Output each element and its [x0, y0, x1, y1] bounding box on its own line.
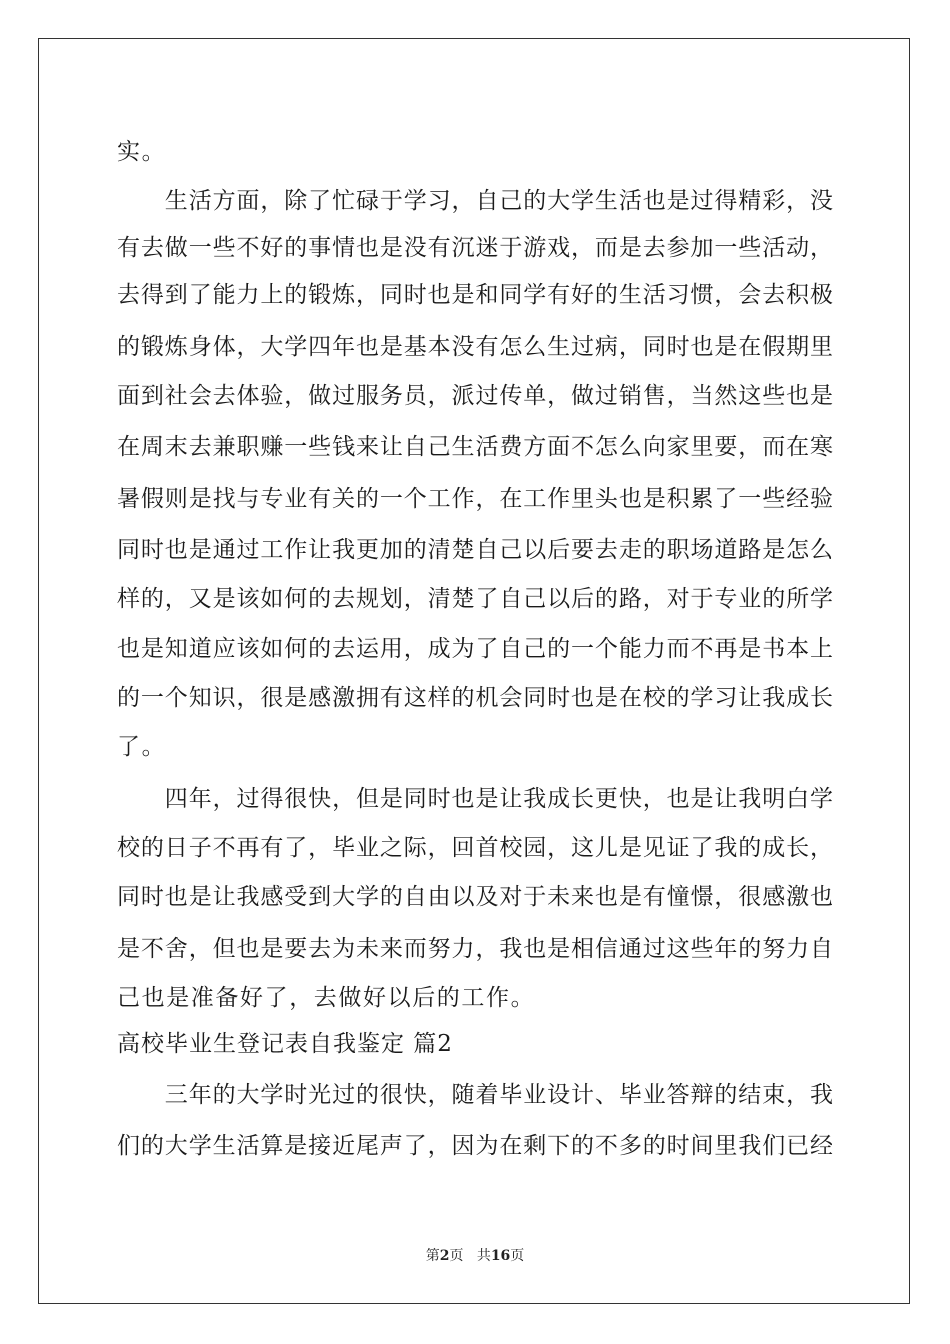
page-label-suffix: 页 — [449, 1248, 464, 1264]
text-line: 四年，过得很快，但是同时也是让我成长更快，也是让我明白学 — [117, 786, 833, 812]
text-line: 了。 — [117, 734, 167, 760]
text-line: 们的大学生活算是接近尾声了，因为在剩下的不多的时间里我们已经 — [117, 1133, 833, 1159]
total-label-prefix: 共 — [476, 1248, 491, 1264]
text-line: 去得到了能力上的锻炼，同时也是和同学有好的生活习惯，会去积极 — [117, 282, 833, 308]
page-frame — [38, 38, 910, 1304]
page-footer — [0, 1246, 950, 1266]
text-line: 的一个知识，很是感激拥有这样的机会同时也是在校的学习让我成长 — [117, 685, 833, 711]
page-label-prefix: 第 — [425, 1248, 440, 1264]
text-line: 面到社会去体验，做过服务员，派过传单，做过销售，当然这些也是 — [117, 383, 833, 409]
page-number: 2 — [439, 1248, 450, 1264]
text-line: 己也是准备好了，去做好以后的工作。 — [117, 985, 536, 1011]
text-line: 是不舍，但也是要去为未来而努力，我也是相信通过这些年的努力自 — [117, 936, 833, 962]
text-line: 同时也是通过工作让我更加的清楚自己以后要去走的职场道路是怎么 — [117, 537, 833, 563]
text-line: 实。 — [117, 139, 167, 165]
section-heading: 高校毕业生登记表自我鉴定 篇2 — [117, 1031, 453, 1057]
text-line: 生活方面，除了忙碌于学习，自己的大学生活也是过得精彩，没 — [117, 188, 833, 214]
text-line: 暑假则是找与专业有关的一个工作，在工作里头也是积累了一些经验 — [117, 486, 833, 512]
text-line: 有去做一些不好的事情也是没有沉迷于游戏，而是去参加一些活动， — [117, 235, 833, 261]
text-line: 也是知道应该如何的去运用，成为了自己的一个能力而不再是书本上 — [117, 636, 833, 662]
text-line: 同时也是让我感受到大学的自由以及对于未来也是有憧憬，很感激也 — [117, 884, 833, 910]
total-pages: 16 — [490, 1248, 511, 1264]
text-line: 样的，又是该如何的去规划，清楚了自己以后的路，对于专业的所学 — [117, 586, 833, 612]
text-line: 的锻炼身体，大学四年也是基本没有怎么生过病，同时也是在假期里 — [117, 334, 833, 360]
text-line: 三年的大学时光过的很快，随着毕业设计、毕业答辩的结束，我 — [117, 1082, 833, 1108]
text-line: 在周末去兼职赚一些钱来让自己生活费方面不怎么向家里要，而在寒 — [117, 434, 833, 460]
total-label-suffix: 页 — [510, 1248, 525, 1264]
text-line: 校的日子不再有了，毕业之际，回首校园，这儿是见证了我的成长， — [117, 835, 833, 861]
